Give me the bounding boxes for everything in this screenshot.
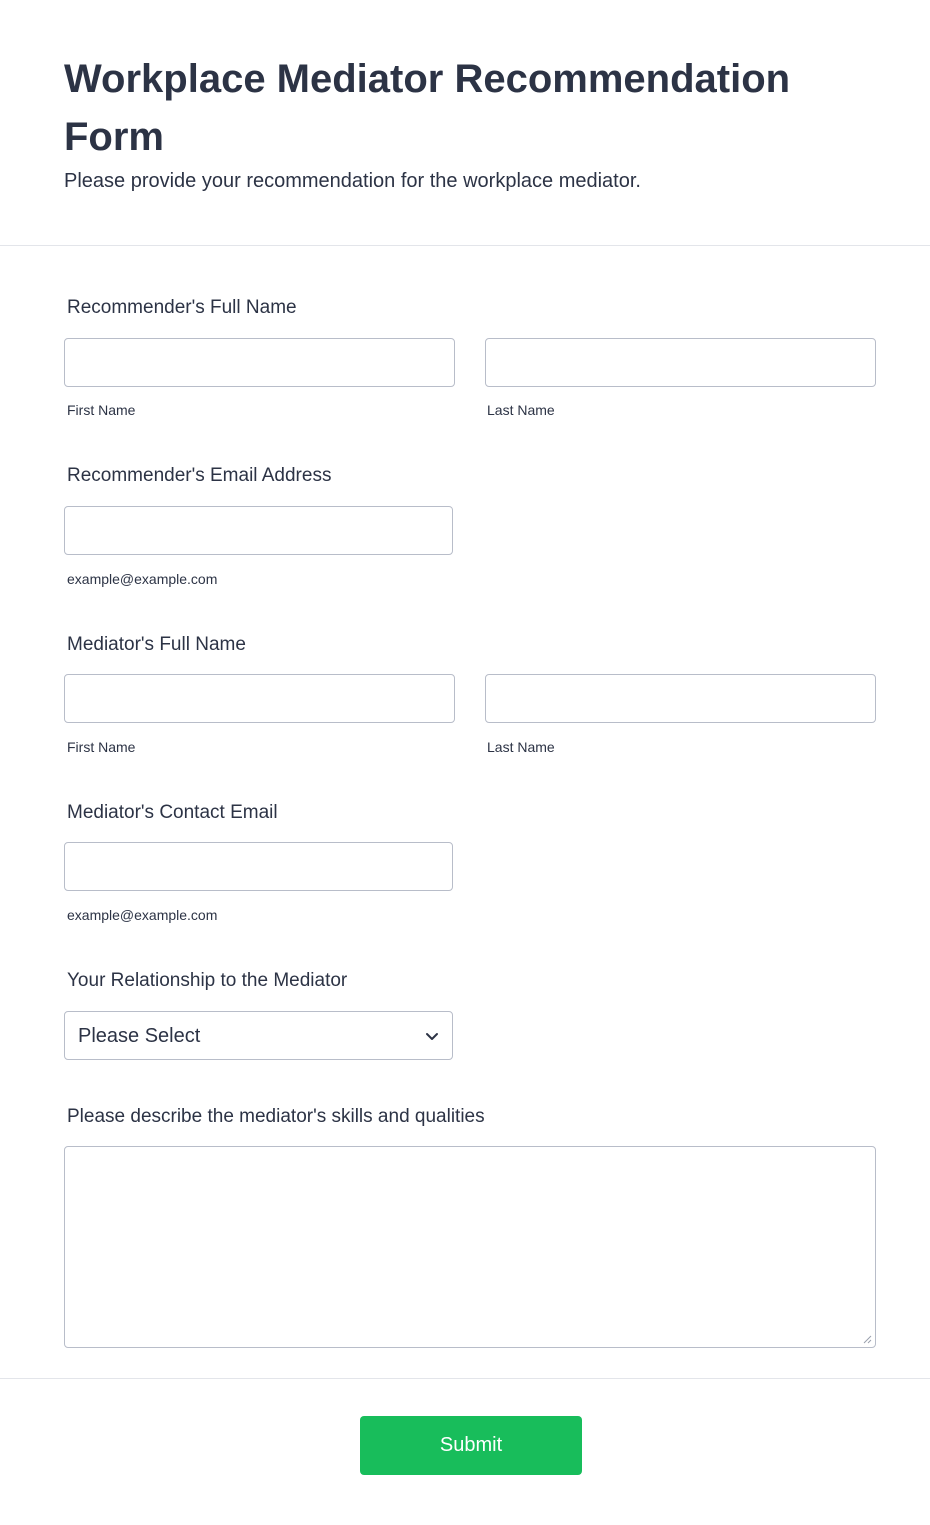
chevron-down-icon: [424, 1028, 440, 1044]
form-header: [0, 0, 930, 246]
recommender-last-name-sublabel: Last Name: [487, 402, 555, 418]
recommender-email-label: Recommender's Email Address: [67, 465, 332, 486]
skills-label: Please describe the mediator's skills and qualities: [67, 1106, 485, 1127]
resize-grip-icon[interactable]: [862, 1334, 872, 1344]
skills-textarea[interactable]: [64, 1146, 876, 1348]
recommender-first-name-sublabel: First Name: [67, 402, 136, 418]
submit-button[interactable]: Submit: [360, 1416, 582, 1475]
relationship-select[interactable]: [64, 1011, 453, 1060]
relationship-select-value: Please Select: [78, 1025, 201, 1047]
mediator-last-name-sublabel: Last Name: [487, 739, 555, 755]
mediator-first-name-sublabel: First Name: [67, 739, 136, 755]
recommender-first-name-input[interactable]: [64, 338, 455, 387]
recommender-email-sublabel: example@example.com: [67, 571, 218, 587]
mediator-email-label: Mediator's Contact Email: [67, 802, 278, 823]
page-subtitle: Please provide your recommendation for the workplace mediator.: [64, 170, 641, 192]
mediator-email-input[interactable]: [64, 842, 453, 891]
recommender-name-label: Recommender's Full Name: [67, 297, 297, 318]
recommender-email-input[interactable]: [64, 506, 453, 555]
footer-divider: [0, 1378, 930, 1379]
relationship-label: Your Relationship to the Mediator: [67, 970, 348, 991]
mediator-last-name-input[interactable]: [485, 674, 876, 723]
recommender-last-name-input[interactable]: [485, 338, 876, 387]
mediator-email-sublabel: example@example.com: [67, 907, 218, 923]
mediator-name-label: Mediator's Full Name: [67, 634, 246, 655]
page-title: Workplace Mediator Recommendation Form: [64, 57, 791, 159]
mediator-first-name-input[interactable]: [64, 674, 455, 723]
